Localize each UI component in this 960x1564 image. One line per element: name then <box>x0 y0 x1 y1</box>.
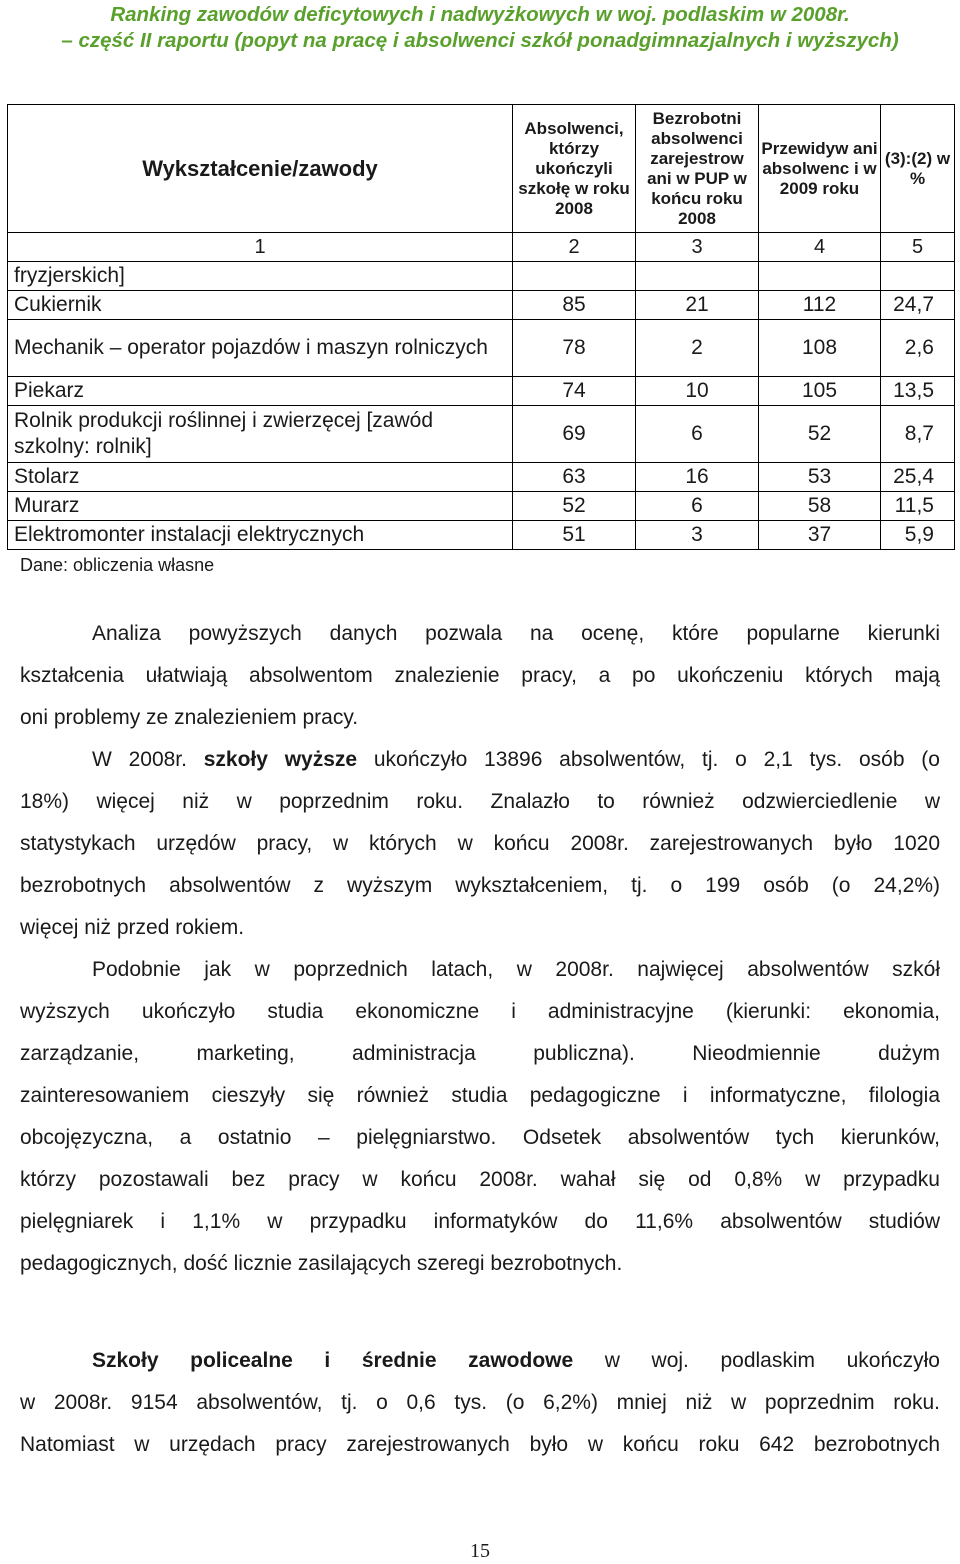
row-expected: 58 <box>759 492 881 521</box>
paragraph-text: w woj. podlaskim ukończyło <box>573 1349 940 1372</box>
table-row <box>8 262 955 291</box>
row-expected: 108 <box>759 320 881 377</box>
row-name: Piekarz <box>8 377 513 406</box>
paragraph-line: którzy pozostawali bez pracy w końcu 2008r. wahał się od 0,8% w przypadku <box>20 1168 940 1191</box>
table-row <box>8 521 955 550</box>
paragraph-line: wyższych ukończyło studia ekonomiczne i administracyjne (kierunki: ekonomia, <box>20 1000 940 1023</box>
table-row <box>8 291 955 320</box>
paragraph-line: 18%) więcej niż w poprzednim roku. Znalazło to również odzwierciedlenie w <box>20 790 940 813</box>
row-expected: 53 <box>759 463 881 492</box>
column-header-unemployed-graduates: Bezrobotni absolwenci zarejestrow ani w PUP w końcu roku 2008 <box>636 105 759 233</box>
row-unemployed: 6 <box>636 492 759 521</box>
column-header-ratio: (3):(2) w % <box>881 105 955 233</box>
column-number-5: 5 <box>881 233 955 262</box>
row-graduates <box>513 262 636 291</box>
bold-term-higher-schools: szkoły wyższe <box>203 748 358 771</box>
table-row <box>8 463 955 492</box>
row-expected: 52 <box>759 406 881 463</box>
row-unemployed: 2 <box>636 320 759 377</box>
paragraph-line: kształcenia ułatwiają absolwentom znalezienie pracy, a po ukończeniu których mają <box>20 664 940 687</box>
paragraph-line: Natomiast w urzędach pracy zarejestrowanych było w końcu roku 642 bezrobotnych <box>20 1433 940 1456</box>
paragraph-text: ukończyło 13896 absolwentów, tj. o 2,1 tys. osób (o <box>357 748 940 771</box>
column-number-2: 2 <box>513 233 636 262</box>
row-name: Elektromonter instalacji elektrycznych <box>8 521 513 550</box>
column-number-4: 4 <box>759 233 881 262</box>
row-name: Murarz <box>8 492 513 521</box>
paragraph-line: pielęgniarek i 1,1% w przypadku informatyków do 11,6% absolwentów studiów <box>20 1210 940 1233</box>
paragraph-line: Podobnie jak w poprzednich latach, w 2008r. najwięcej absolwentów szkół <box>92 958 940 981</box>
row-unemployed: 16 <box>636 463 759 492</box>
table-row <box>8 377 955 406</box>
row-ratio: 11,5 <box>881 492 955 521</box>
row-expected: 37 <box>759 521 881 550</box>
paragraph-line: obcojęzyczna, a ostatnio – pielęgniarstwo. Odsetek absolwentów tych kierunków, <box>20 1126 940 1149</box>
row-ratio: 8,7 <box>881 406 955 463</box>
row-ratio <box>881 262 955 291</box>
row-graduates: 78 <box>513 320 636 377</box>
column-header-graduates: Absolwenci, którzy ukończyli szkołę w roku 2008 <box>513 105 636 233</box>
paragraph-higher-schools <box>20 739 940 949</box>
row-expected <box>759 262 881 291</box>
occupations-table <box>7 104 955 550</box>
row-unemployed: 3 <box>636 521 759 550</box>
table-row <box>8 320 955 377</box>
report-header-line-1: Ranking zawodów deficytowych i nadwyżkowych w woj. podlaskim w 2008r. <box>110 3 850 26</box>
paragraph-vocational-schools <box>20 1340 940 1466</box>
paragraph-line: oni problemy ze znalezieniem pracy. <box>20 706 359 729</box>
paragraph-line: statystykach urzędów pracy, w których w końcu 2008r. zarejestrowanych było 1020 <box>20 832 940 855</box>
row-name: Rolnik produkcji roślinnej i zwierzęcej [zawód szkolny: rolnik] <box>8 406 513 463</box>
row-unemployed: 6 <box>636 406 759 463</box>
paragraph-line <box>20 739 940 781</box>
paragraph-line: w 2008r. 9154 absolwentów, tj. o 0,6 tys. (o 6,2%) mniej niż w poprzednim roku. <box>20 1391 940 1414</box>
paragraph-text: W 2008r. <box>92 748 204 771</box>
column-header-occupation: Wykształcenie/zawody <box>8 105 513 233</box>
column-number-1: 1 <box>8 233 513 262</box>
row-name: Stolarz <box>8 463 513 492</box>
row-unemployed: 10 <box>636 377 759 406</box>
table-source-note: Dane: obliczenia własne <box>20 555 215 575</box>
row-ratio: 2,6 <box>881 320 955 377</box>
row-graduates: 74 <box>513 377 636 406</box>
paragraph-line: zarządzanie, marketing, administracja publiczna). Nieodmiennie dużym <box>20 1042 940 1065</box>
paragraph-line: zainteresowaniem cieszyły się również studia pedagogiczne i informatyczne, filologia <box>20 1084 940 1107</box>
table-header-row <box>8 105 955 233</box>
column-header-expected-graduates: Przewidyw ani absolwenc i w 2009 roku <box>759 105 881 233</box>
row-name: fryzjerskich] <box>8 262 513 291</box>
report-header-line-2: – część II raportu (popyt na pracę i absolwenci szkół ponadgimnazjalnych i wyższych) <box>61 29 899 52</box>
paragraph-line <box>20 1340 940 1382</box>
bold-term-vocational-schools: Szkoły policealne i średnie zawodowe <box>92 1349 574 1372</box>
row-name: Mechanik – operator pojazdów i maszyn rolniczych <box>8 320 513 377</box>
paragraph-line: Analiza powyższych danych pozwala na ocenę, które popularne kierunki <box>92 622 940 645</box>
row-graduates: 63 <box>513 463 636 492</box>
paragraph-line: więcej niż przed rokiem. <box>20 916 245 939</box>
column-number-row <box>8 233 955 262</box>
row-unemployed <box>636 262 759 291</box>
paragraph-line: pedagogicznych, dość licznie zasilających szeregi bezrobotnych. <box>20 1252 623 1275</box>
row-expected: 105 <box>759 377 881 406</box>
paragraph-analysis <box>20 613 940 739</box>
row-graduates: 69 <box>513 406 636 463</box>
table-row <box>8 492 955 521</box>
row-expected: 112 <box>759 291 881 320</box>
row-ratio: 13,5 <box>881 377 955 406</box>
column-number-3: 3 <box>636 233 759 262</box>
row-graduates: 85 <box>513 291 636 320</box>
row-ratio: 5,9 <box>881 521 955 550</box>
paragraph-line: bezrobotnych absolwentów z wyższym wykształceniem, tj. o 199 osób (o 24,2%) <box>20 874 940 897</box>
paragraph-fields-of-study <box>20 949 940 1285</box>
row-unemployed: 21 <box>636 291 759 320</box>
row-graduates: 51 <box>513 521 636 550</box>
row-ratio: 24,7 <box>881 291 955 320</box>
table-row <box>8 406 955 463</box>
page-number: 15 <box>470 1540 490 1562</box>
row-name: Cukiernik <box>8 291 513 320</box>
row-ratio: 25,4 <box>881 463 955 492</box>
row-graduates: 52 <box>513 492 636 521</box>
